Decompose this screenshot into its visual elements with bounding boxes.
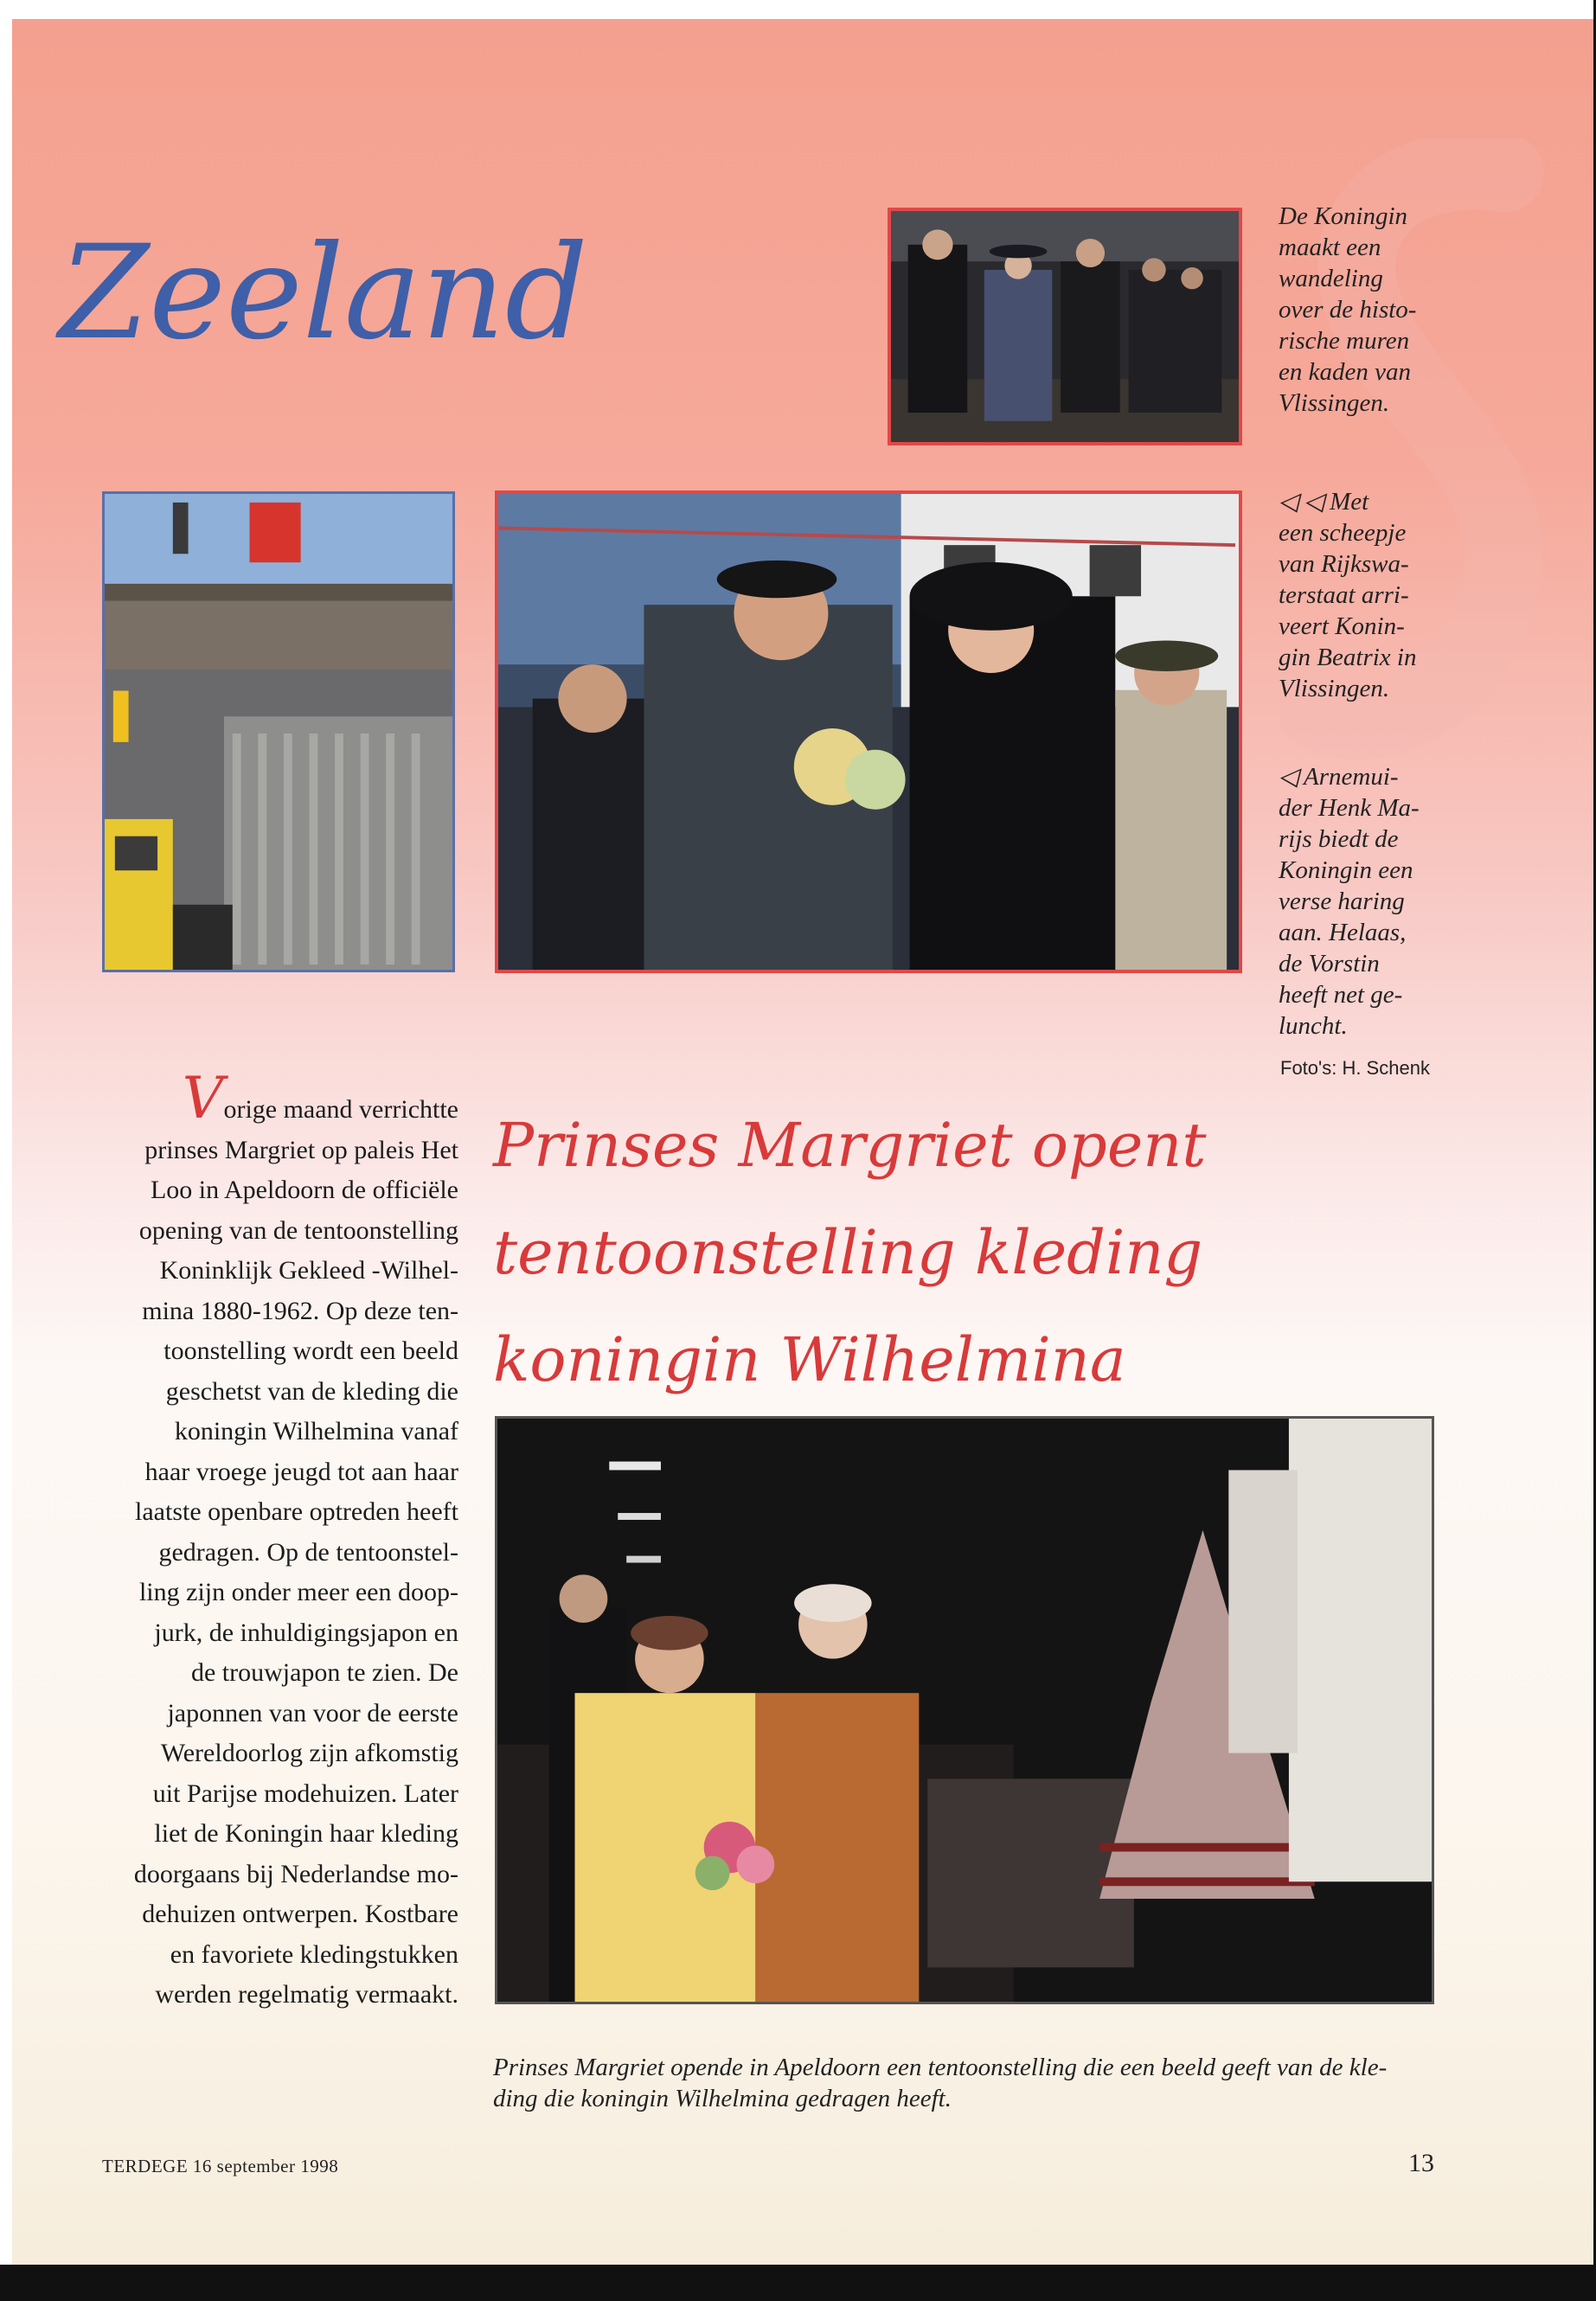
- caption-line: en kaden van: [1279, 358, 1411, 386]
- caption-line: ◁ Arnemui-: [1279, 763, 1399, 791]
- article-line: prinses Margriet op paleis Het: [144, 1135, 458, 1164]
- article-body: [95, 1065, 458, 2016]
- article-line: de trouwjapon te zien. De: [190, 1658, 458, 1687]
- caption-lower-right: [1279, 761, 1564, 1042]
- drop-cap: V: [182, 1065, 224, 1131]
- article-line: orige maand verrichtte: [223, 1095, 458, 1124]
- caption-line: van Rijkswa-: [1279, 550, 1409, 578]
- caption-line: rische muren: [1279, 327, 1410, 355]
- article-line: laatste openbare optreden heeft: [135, 1497, 458, 1526]
- article-line: haar vroege jeugd tot aan haar: [144, 1457, 458, 1486]
- article-line: liet de Koningin haar kleding: [154, 1819, 458, 1848]
- caption-line: Vlissingen.: [1279, 675, 1390, 702]
- caption-line: de Vorstin: [1279, 950, 1380, 977]
- photo-fisherman-herring: [495, 490, 1242, 973]
- scan-edge-bottom: [0, 2265, 1596, 2301]
- caption-line: terstaat arri-: [1279, 581, 1409, 609]
- photo-harbour-quay: [102, 491, 455, 972]
- caption-line: veert Konin-: [1279, 612, 1405, 640]
- footer-publication: TERDEGE 16 september 1998: [102, 2156, 339, 2176]
- article-line: gedragen. Op de tentoonstel-: [158, 1537, 458, 1567]
- article-line: jurk, de inhuldigingsjapon en: [154, 1618, 458, 1647]
- headline-line: tentoonstelling kleding: [493, 1217, 1203, 1288]
- article-line: werden regelmatig vermaakt.: [155, 1980, 458, 2009]
- article-first-line: [95, 1065, 458, 1131]
- caption-line: De Koningin: [1279, 202, 1408, 230]
- article-line: Koninklijk Gekleed -Wilhel-: [159, 1256, 458, 1285]
- headline-line: koningin Wilhelmina: [493, 1324, 1126, 1395]
- caption-line: Vlissingen.: [1279, 389, 1390, 417]
- caption-top-right: [1279, 201, 1564, 419]
- article-line: opening van de tentoonstelling: [138, 1215, 458, 1245]
- headline-line: Prinses Margriet opent: [493, 1110, 1207, 1181]
- article-headline: [493, 1092, 1272, 1413]
- caption-middle-right: [1279, 486, 1564, 704]
- article-line: Wereldoorlog zijn afkomstig: [160, 1739, 458, 1767]
- caption-line: ding die koningin Wilhelmina gedragen heeft.: [493, 2085, 952, 2112]
- article-line: geschetst van de kleding die: [165, 1376, 458, 1406]
- section-title-text: Zeeland: [59, 218, 588, 369]
- photo-exhibition-opening: [495, 1416, 1434, 2004]
- caption-line: heeft net ge-: [1279, 981, 1403, 1009]
- article-line: Loo in Apeldoorn de officiële: [150, 1176, 458, 1204]
- caption-exhibition: [493, 2052, 1427, 2114]
- caption-line: een scheepje: [1279, 519, 1407, 547]
- caption-line: Prinses Margriet opende in Apeldoorn een tentoonstelling die een beeld geeft van de kle-: [493, 2054, 1388, 2081]
- caption-line: aan. Helaas,: [1279, 919, 1407, 946]
- caption-line: gin Beatrix in: [1279, 644, 1417, 671]
- caption-line: rijs biedt de: [1279, 825, 1399, 853]
- section-title: [52, 208, 675, 381]
- caption-line: der Henk Ma-: [1279, 794, 1420, 822]
- page-number: 13: [1408, 2149, 1434, 2177]
- caption-line: wandeling: [1279, 265, 1383, 292]
- article-line: dehuizen ontwerpen. Kostbare: [142, 1900, 458, 1928]
- scan-edge-left: [0, 0, 12, 2301]
- caption-line: maakt een: [1279, 234, 1381, 261]
- article-line: japonnen van voor de eerste: [167, 1698, 458, 1727]
- photo-queen-walking: [888, 208, 1242, 445]
- caption-line: ◁ ◁ Met: [1279, 488, 1369, 516]
- scan-edge-top: [0, 0, 1596, 19]
- photo-credit: Foto's: H. Schenk: [1280, 1057, 1430, 1079]
- caption-line: Koningin een: [1279, 856, 1413, 884]
- article-line: toonstelling wordt een beeld: [163, 1336, 458, 1365]
- article-line: en favoriete kledingstukken: [170, 1939, 458, 1969]
- article-line: ling zijn onder meer een doop-: [138, 1578, 458, 1606]
- article-line: mina 1880-1962. Op deze ten-: [142, 1296, 458, 1325]
- caption-line: over de histo-: [1279, 296, 1417, 324]
- article-line: koningin Wilhelmina vanaf: [174, 1417, 458, 1445]
- caption-line: luncht.: [1279, 1012, 1348, 1040]
- caption-line: verse haring: [1279, 888, 1405, 915]
- article-line: uit Parijse modehuizen. Later: [152, 1779, 458, 1808]
- article-line: doorgaans bij Nederlandse mo-: [133, 1859, 458, 1888]
